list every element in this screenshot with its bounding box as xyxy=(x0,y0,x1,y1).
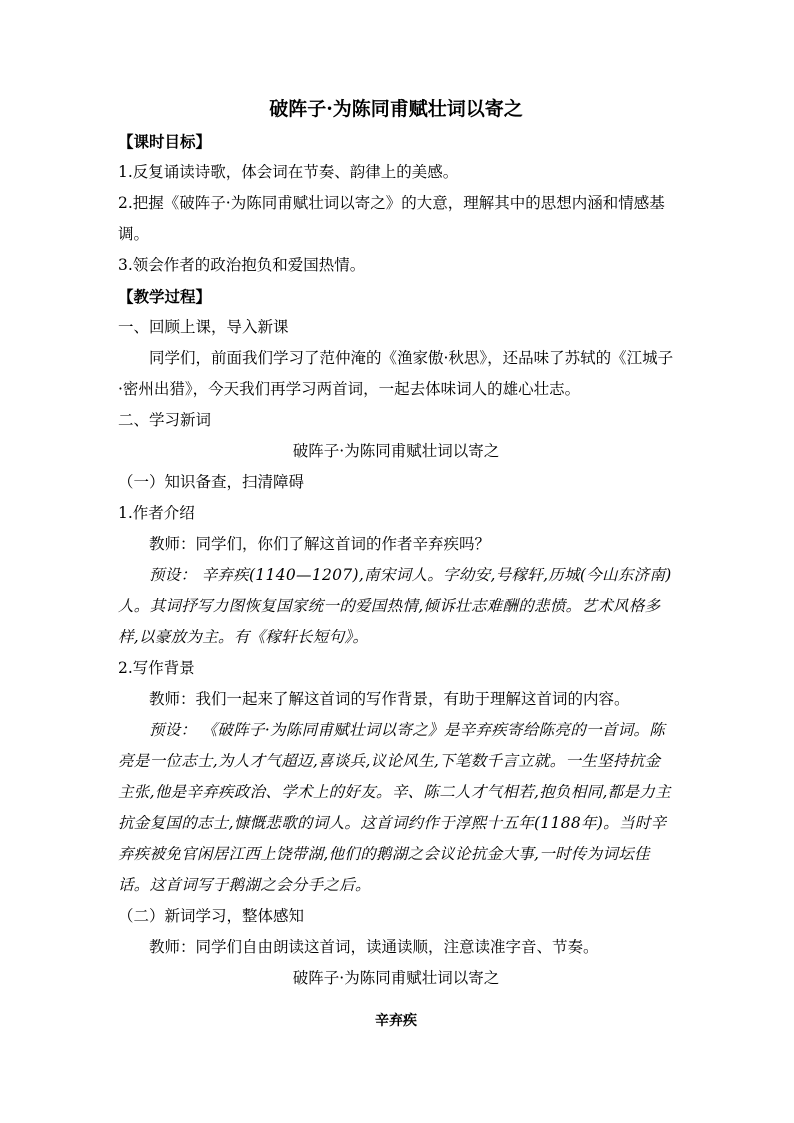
document-content xyxy=(118,94,674,1048)
goal-2: 2.把握《破阵子·为陈同甫赋壮词以寄之》的大意，理解其中的思想内涵和情感基调。 xyxy=(118,194,665,243)
document-title: 破阵子·为陈同甫赋壮词以寄之 xyxy=(269,98,523,120)
sub2-teacher: 教师：同学们自由朗读这首词，读通读顺，注意读准字音、节奏。 xyxy=(149,938,599,956)
poem-author: 辛弃疾 xyxy=(375,1013,417,1029)
part1-heading: 一、回顾上课，导入新课 xyxy=(118,318,289,336)
process-heading: 【教学过程】 xyxy=(118,287,212,306)
sub2-heading: （二）新词学习，整体感知 xyxy=(118,907,305,925)
item2-teacher: 教师：我们一起来了解这首词的写作背景，有助于理解这首词的内容。 xyxy=(149,690,630,708)
part2-heading: 二、学习新词 xyxy=(118,411,212,429)
goal-1: 1.反复诵读诗歌，体会词在节奏、韵律上的美感。 xyxy=(118,163,459,181)
item2-heading: 2.写作背景 xyxy=(118,659,195,677)
goal-3: 3.领会作者的政治抱负和爱国热情。 xyxy=(118,256,366,274)
part1-text: 同学们，前面我们学习了范仲淹的《渔家傲·秋思》，还品味了苏轼的《江城子·密州出猎》，今天我们再学习两首词，一起去体味词人的雄心壮志。 xyxy=(118,349,674,398)
poem-title-2: 破阵子·为陈同甫赋壮词以寄之 xyxy=(292,969,500,987)
item1-heading: 1.作者介绍 xyxy=(118,504,195,522)
sub1-heading: （一）知识备查，扫清障碍 xyxy=(118,473,305,491)
goals-heading: 【课时目标】 xyxy=(118,132,212,151)
item1-preset: 预设： 辛弃疾(1140—1207),南宋词人。字幼安,号稼轩,历城(今山东济南)人。其词抒写力图恢复国家统一的爱国热情,倾诉壮志难酬的悲愤。艺术风格多样,以豪放为主。有《稼轩长短句》。 xyxy=(118,566,672,646)
poem-title-1: 破阵子·为陈同甫赋壮词以寄之 xyxy=(292,442,500,460)
item2-preset: 预设： 《破阵子·为陈同甫赋壮词以寄之》是辛弃疾寄给陈亮的一首词。陈亮是一位志士,为人才气超迈,喜谈兵,议论风生,下笔数千言立就。一生坚持抗金主张,他是辛弃疾政治、学术上的好友。辛、陈二人才气相若,抱负相同,都是力主抗金复国的志士,慷慨悲歌的词人。这首词约作于淳熙十五年(1188年)。当时辛弃疾被免官闲居江西上饶带湖,他们的鹅湖之会议论抗金大事,一时传为词坛佳话。这首词写于鹅湖之会分手之后。 xyxy=(118,721,671,894)
item1-teacher: 教师：同学们，你们了解这首词的作者辛弃疾吗？ xyxy=(149,535,491,553)
